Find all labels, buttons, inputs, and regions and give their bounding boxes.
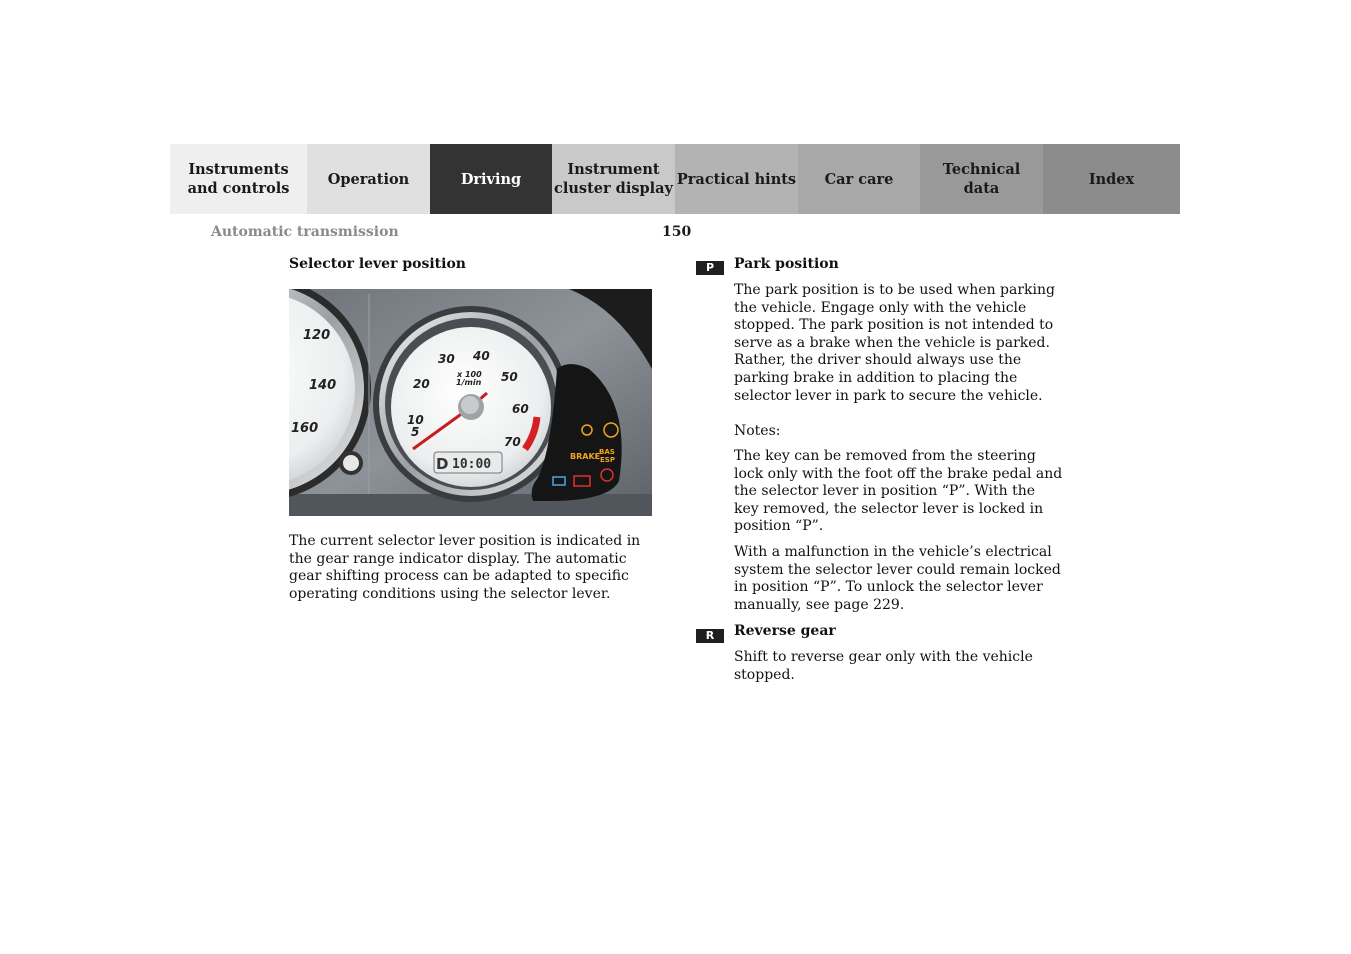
trip-reset-knob <box>339 451 363 475</box>
note-key-removal: The key can be removed from the steering lock only with the foot off the brake pedal and the selector lever in position “P”. With the key removed, the selector lever is locked in position “P”. <box>734 448 1063 535</box>
figure-caption: The current selector lever position is indicated in the gear range indicator display. The automatic gear shifting process can be adapted to specific operating conditions using the selector lever. <box>289 533 641 602</box>
park-position-heading: Park position <box>734 256 839 272</box>
tab-car-care[interactable]: Car care <box>798 144 920 214</box>
svg-text:20: 20 <box>413 377 430 391</box>
gear-range-indicator: D <box>436 455 449 473</box>
tab-operation[interactable]: Operation <box>307 144 430 214</box>
esp-warning-label: ESP <box>600 456 615 464</box>
speedo-label-160: 160 <box>291 421 319 436</box>
tab-technical-data[interactable]: Technical data <box>920 144 1043 214</box>
instrument-cluster-illustration <box>289 289 652 516</box>
svg-text:30: 30 <box>438 352 455 366</box>
svg-text:5: 5 <box>411 425 420 439</box>
svg-text:70: 70 <box>504 435 521 449</box>
tachometer-gauge <box>373 306 569 502</box>
svg-text:1/min: 1/min <box>456 378 482 387</box>
section-title: Automatic transmission <box>211 224 399 240</box>
chapter-tab-bar <box>170 144 1180 214</box>
speedo-label-120: 120 <box>303 328 331 343</box>
svg-text:50: 50 <box>501 370 518 384</box>
speedo-label-140: 140 <box>309 378 337 393</box>
note-electrical-malfunction: With a malfunction in the vehicle’s electrical system the selector lever could remain locked in position “P”. To unlock the selector lever manually, see page 229. <box>734 544 1061 613</box>
reverse-gear-text: Shift to reverse gear only with the vehicle stopped. <box>734 649 1033 683</box>
svg-text:10: 10 <box>407 413 424 427</box>
park-badge: P <box>696 261 724 275</box>
tab-instruments-and-controls[interactable]: Instruments and controls <box>170 144 307 214</box>
clock-display: 10:00 <box>452 457 492 472</box>
svg-text:60: 60 <box>512 402 529 416</box>
bas-warning-label: BAS <box>599 448 615 456</box>
reverse-badge: R <box>696 629 724 643</box>
tab-index[interactable]: Index <box>1043 144 1180 214</box>
park-position-text: The park position is to be used when parking the vehicle. Engage only with the vehicle stopped. The park position is not intended to serve as a brake when the vehicle is parked. Rather, the driver should always use the parking brake in addition to placing the selector lever in park to secure the vehicle. <box>734 282 1055 404</box>
tab-practical-hints[interactable]: Practical hints <box>675 144 798 214</box>
svg-text:40: 40 <box>473 349 490 363</box>
tab-instrument-cluster-display[interactable]: Instrument cluster display <box>552 144 675 214</box>
page-number: 150 <box>662 224 692 240</box>
tab-driving[interactable]: Driving <box>430 144 552 214</box>
reverse-gear-heading: Reverse gear <box>734 623 836 639</box>
selector-lever-heading: Selector lever position <box>289 256 466 272</box>
svg-text:x 100: x 100 <box>457 370 482 379</box>
notes-label: Notes: <box>734 423 781 439</box>
brake-warning-label: BRAKE <box>570 452 601 461</box>
